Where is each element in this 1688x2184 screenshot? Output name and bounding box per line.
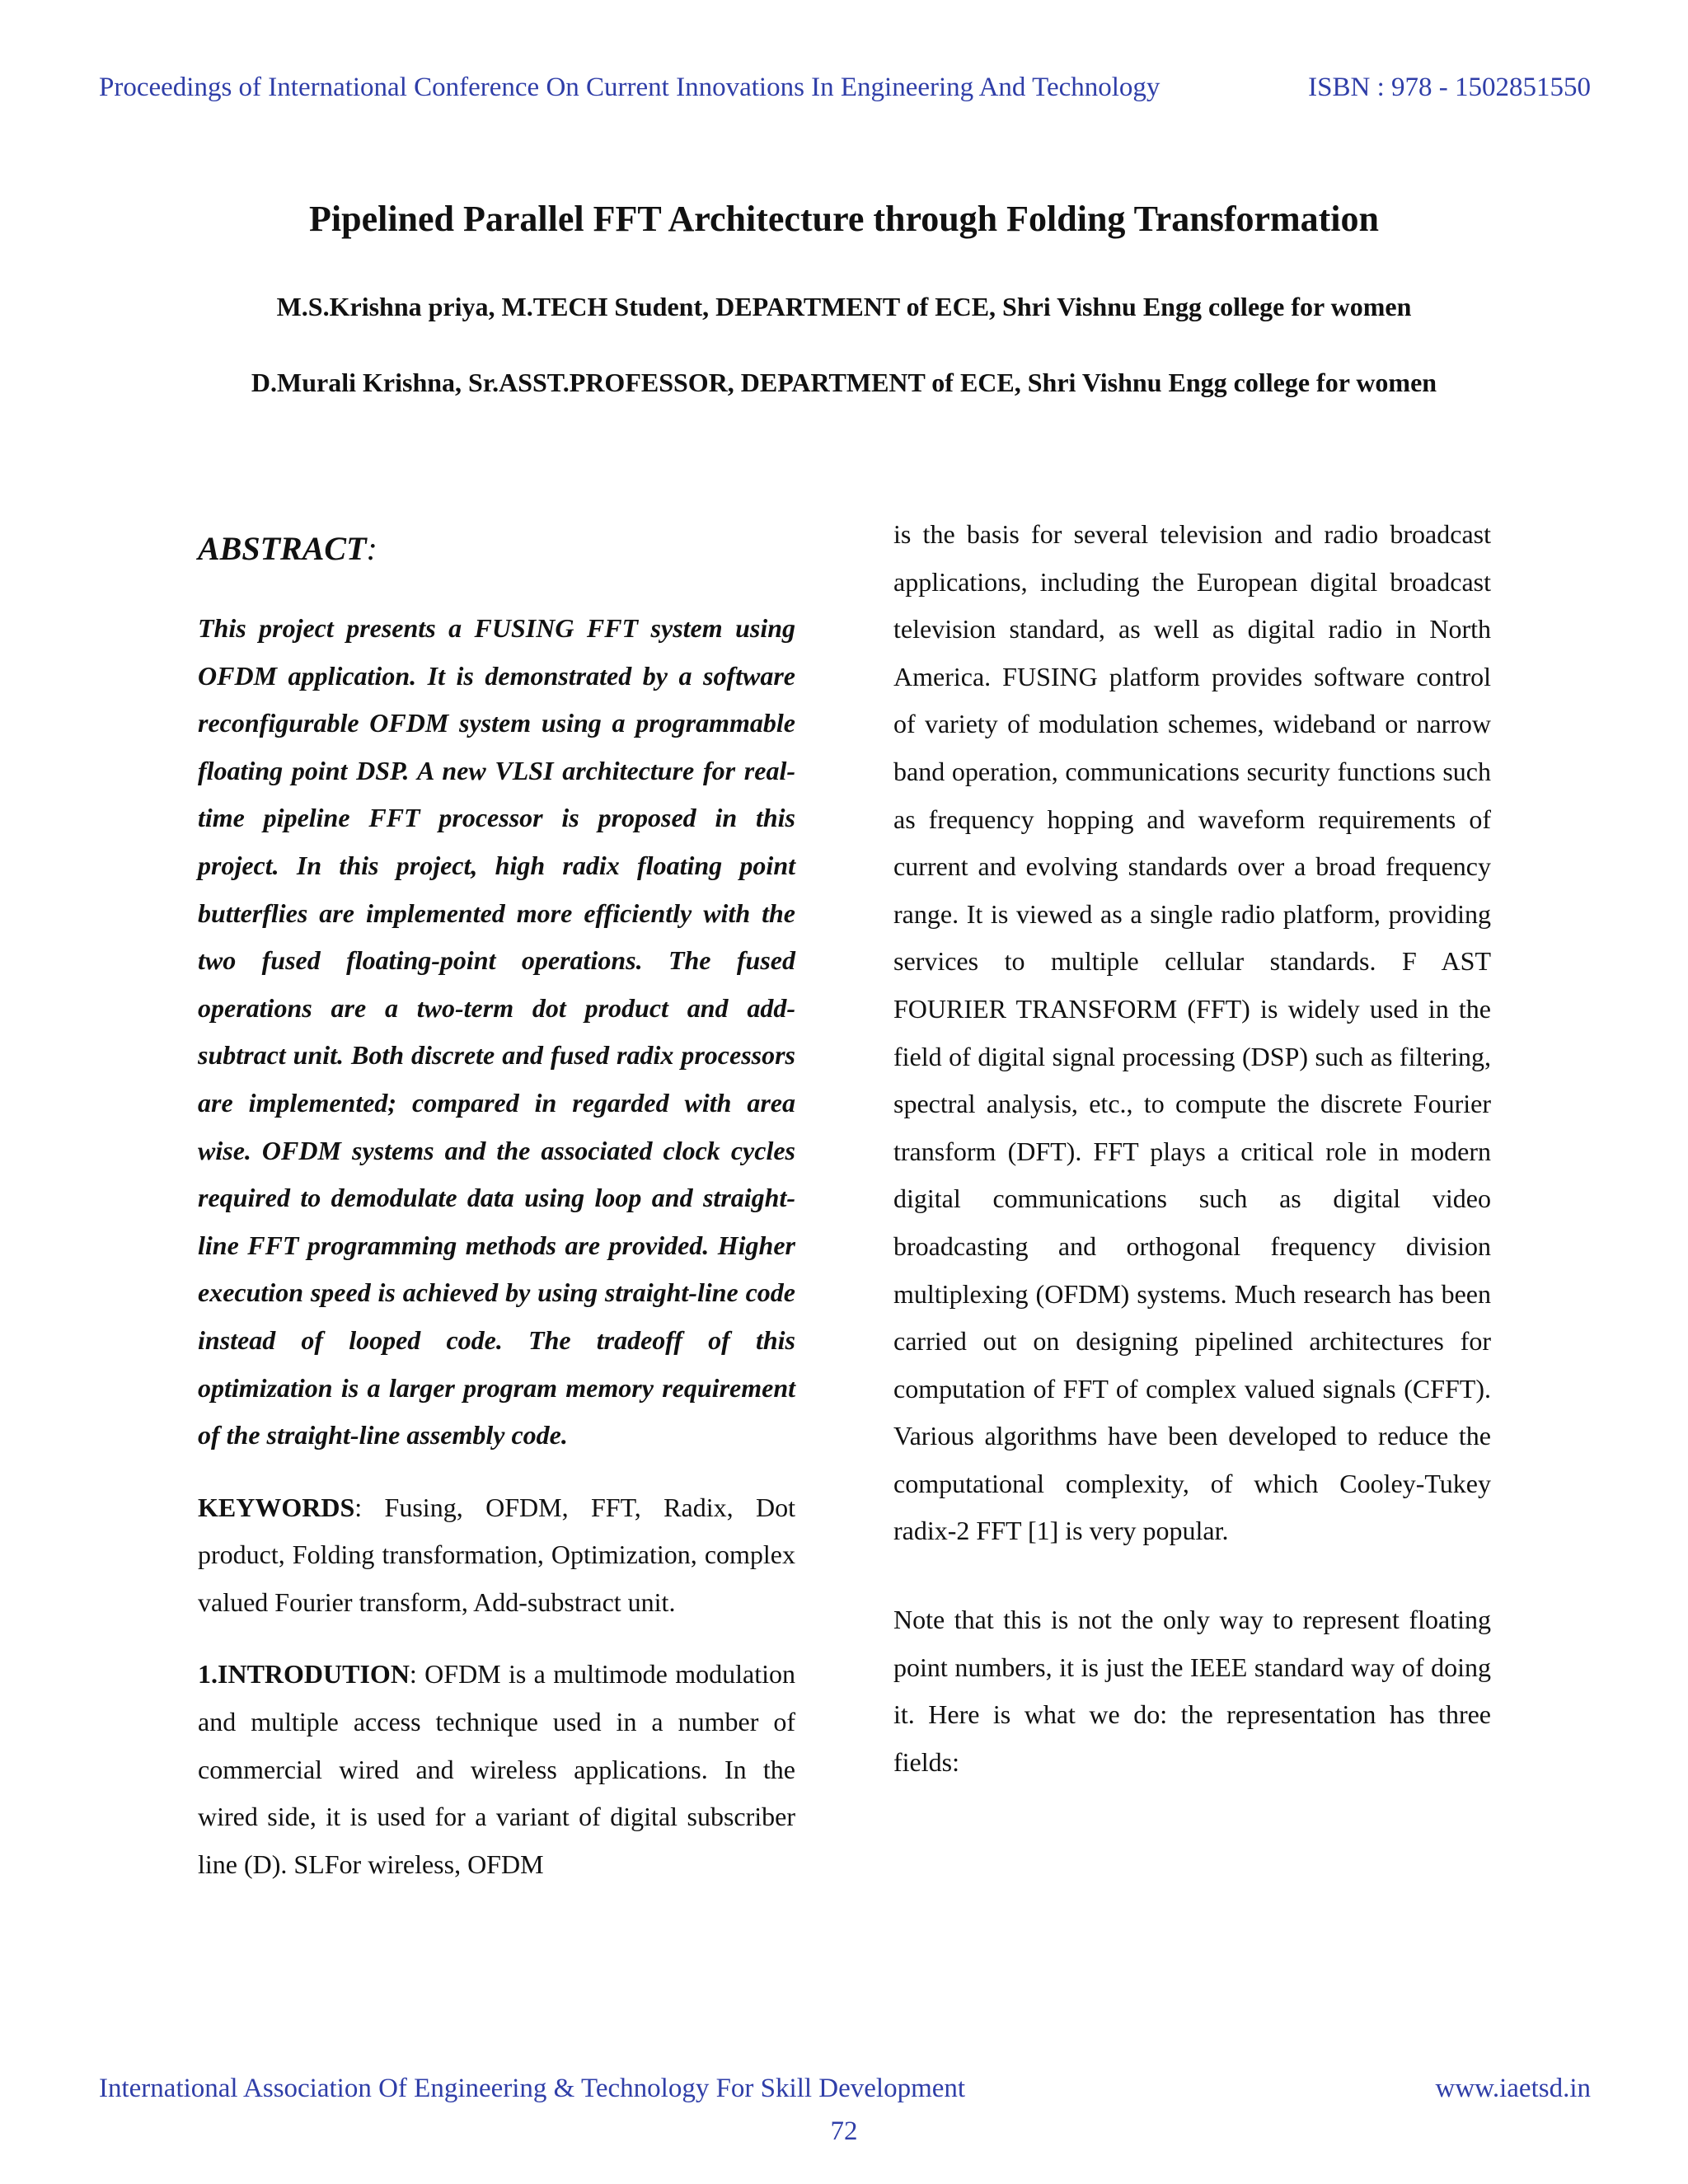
running-header [99,73,1591,109]
author-line-1: M.S.Krishna priya, M.TECH Student, DEPARTMENT of ECE, Shri Vishnu Engg college for women [276,292,1412,321]
association-name: International Association Of Engineering & Technology For Skill Development [99,2074,966,2103]
abstract-heading-text: ABSTRACT [198,530,367,567]
isbn: ISBN : 978 - 1502851550 [1308,73,1591,102]
right-column [893,511,1491,1786]
abstract-heading [198,527,795,570]
keywords-paragraph [198,1484,795,1627]
left-column [198,511,795,1888]
author-line-2: D.Murali Krishna, Sr.ASST.PROFESSOR, DEPARTMENT of ECE, Shri Vishnu Engg college for women [251,368,1437,397]
right-paragraph-1: is the basis for several television and radio broadcast applications, including the European digital broadcast television standard, as well as digital radio in North America. FUSING platform provides software control of variety of modulation schemes, wideband or narrow band operation, communications security functions such as frequency hopping and waveform requirements of current and evolving standards over a broad frequency range. It is viewed as a single radio platform, providing services to multiple cellular standards. F AST FOURIER TRANSFORM (FFT) is widely used in the field of digital signal processing (DSP) such as filtering, spectral analysis, etc., to compute the discrete Fourier transform (DFT). FFT plays a critical role in modern digital communications such as digital video broadcasting and orthogonal frequency division multiplexing (OFDM) systems. Much research has been carried out on designing pipelined architectures for computation of FFT of complex valued signals (CFFT). Various algorithms have been developed to reduce the computational complexity, of which Cooley-Tukey radix-2 FFT [1] is very popular. [893,519,1491,1546]
abstract-heading-colon: : [366,530,377,567]
right-paragraph-2: Note that this is not the only way to represent floating point numbers, it is just the IEEE standard way of doing it. Here is what we do: the representation has three fields: [893,1605,1491,1777]
keywords-text: : Fusing, OFDM, FFT, Radix, Dot product, Folding transformation, Optimization, complex valued Fourier transform, Add-substract unit. [198,1492,795,1617]
keywords-label: KEYWORDS [198,1492,355,1522]
running-footer [99,2074,1591,2110]
paper-title: Pipelined Parallel FFT Architecture through Folding Transformation [309,199,1379,239]
introduction-heading: 1.INTRODUTION [198,1659,410,1690]
conference-name: Proceedings of International Conference On Current Innovations In Engineering And Technology [99,73,1160,102]
abstract-body: This project presents a FUSING FFT system using OFDM application. It is demonstrated by a software reconfigurable OFDM system using a programmable floating point DSP. A new VLSI architecture for real-time pipeline FFT processor is proposed in this project. In this project, high radix floating point butterflies are implemented more efficiently with the two fused floating-point operations. The fused operations are a two-term dot product and add-subtract unit. Both discrete and fused radix processors are implemented; compared in regarded with area wise. OFDM systems and the associated clock cycles required to demodulate data using loop and straight-line FFT programming methods are provided. Higher execution speed is achieved by using straight-line code instead of looped code. The tradeoff of this optimization is a larger program memory requirement of the straight-line assembly code. [198,613,795,1451]
introduction-text: : OFDM is a multimode modulation and multiple access technique used in a number of commercial wired and wireless applications. In the wired side, it is used for a variant of digital subscriber line (D). SLFor wireless, OFDM [198,1659,795,1879]
introduction-paragraph [198,1651,795,1888]
page-number: 72 [830,2116,858,2146]
website-link[interactable]: www.iaetsd.in [1435,2074,1591,2103]
